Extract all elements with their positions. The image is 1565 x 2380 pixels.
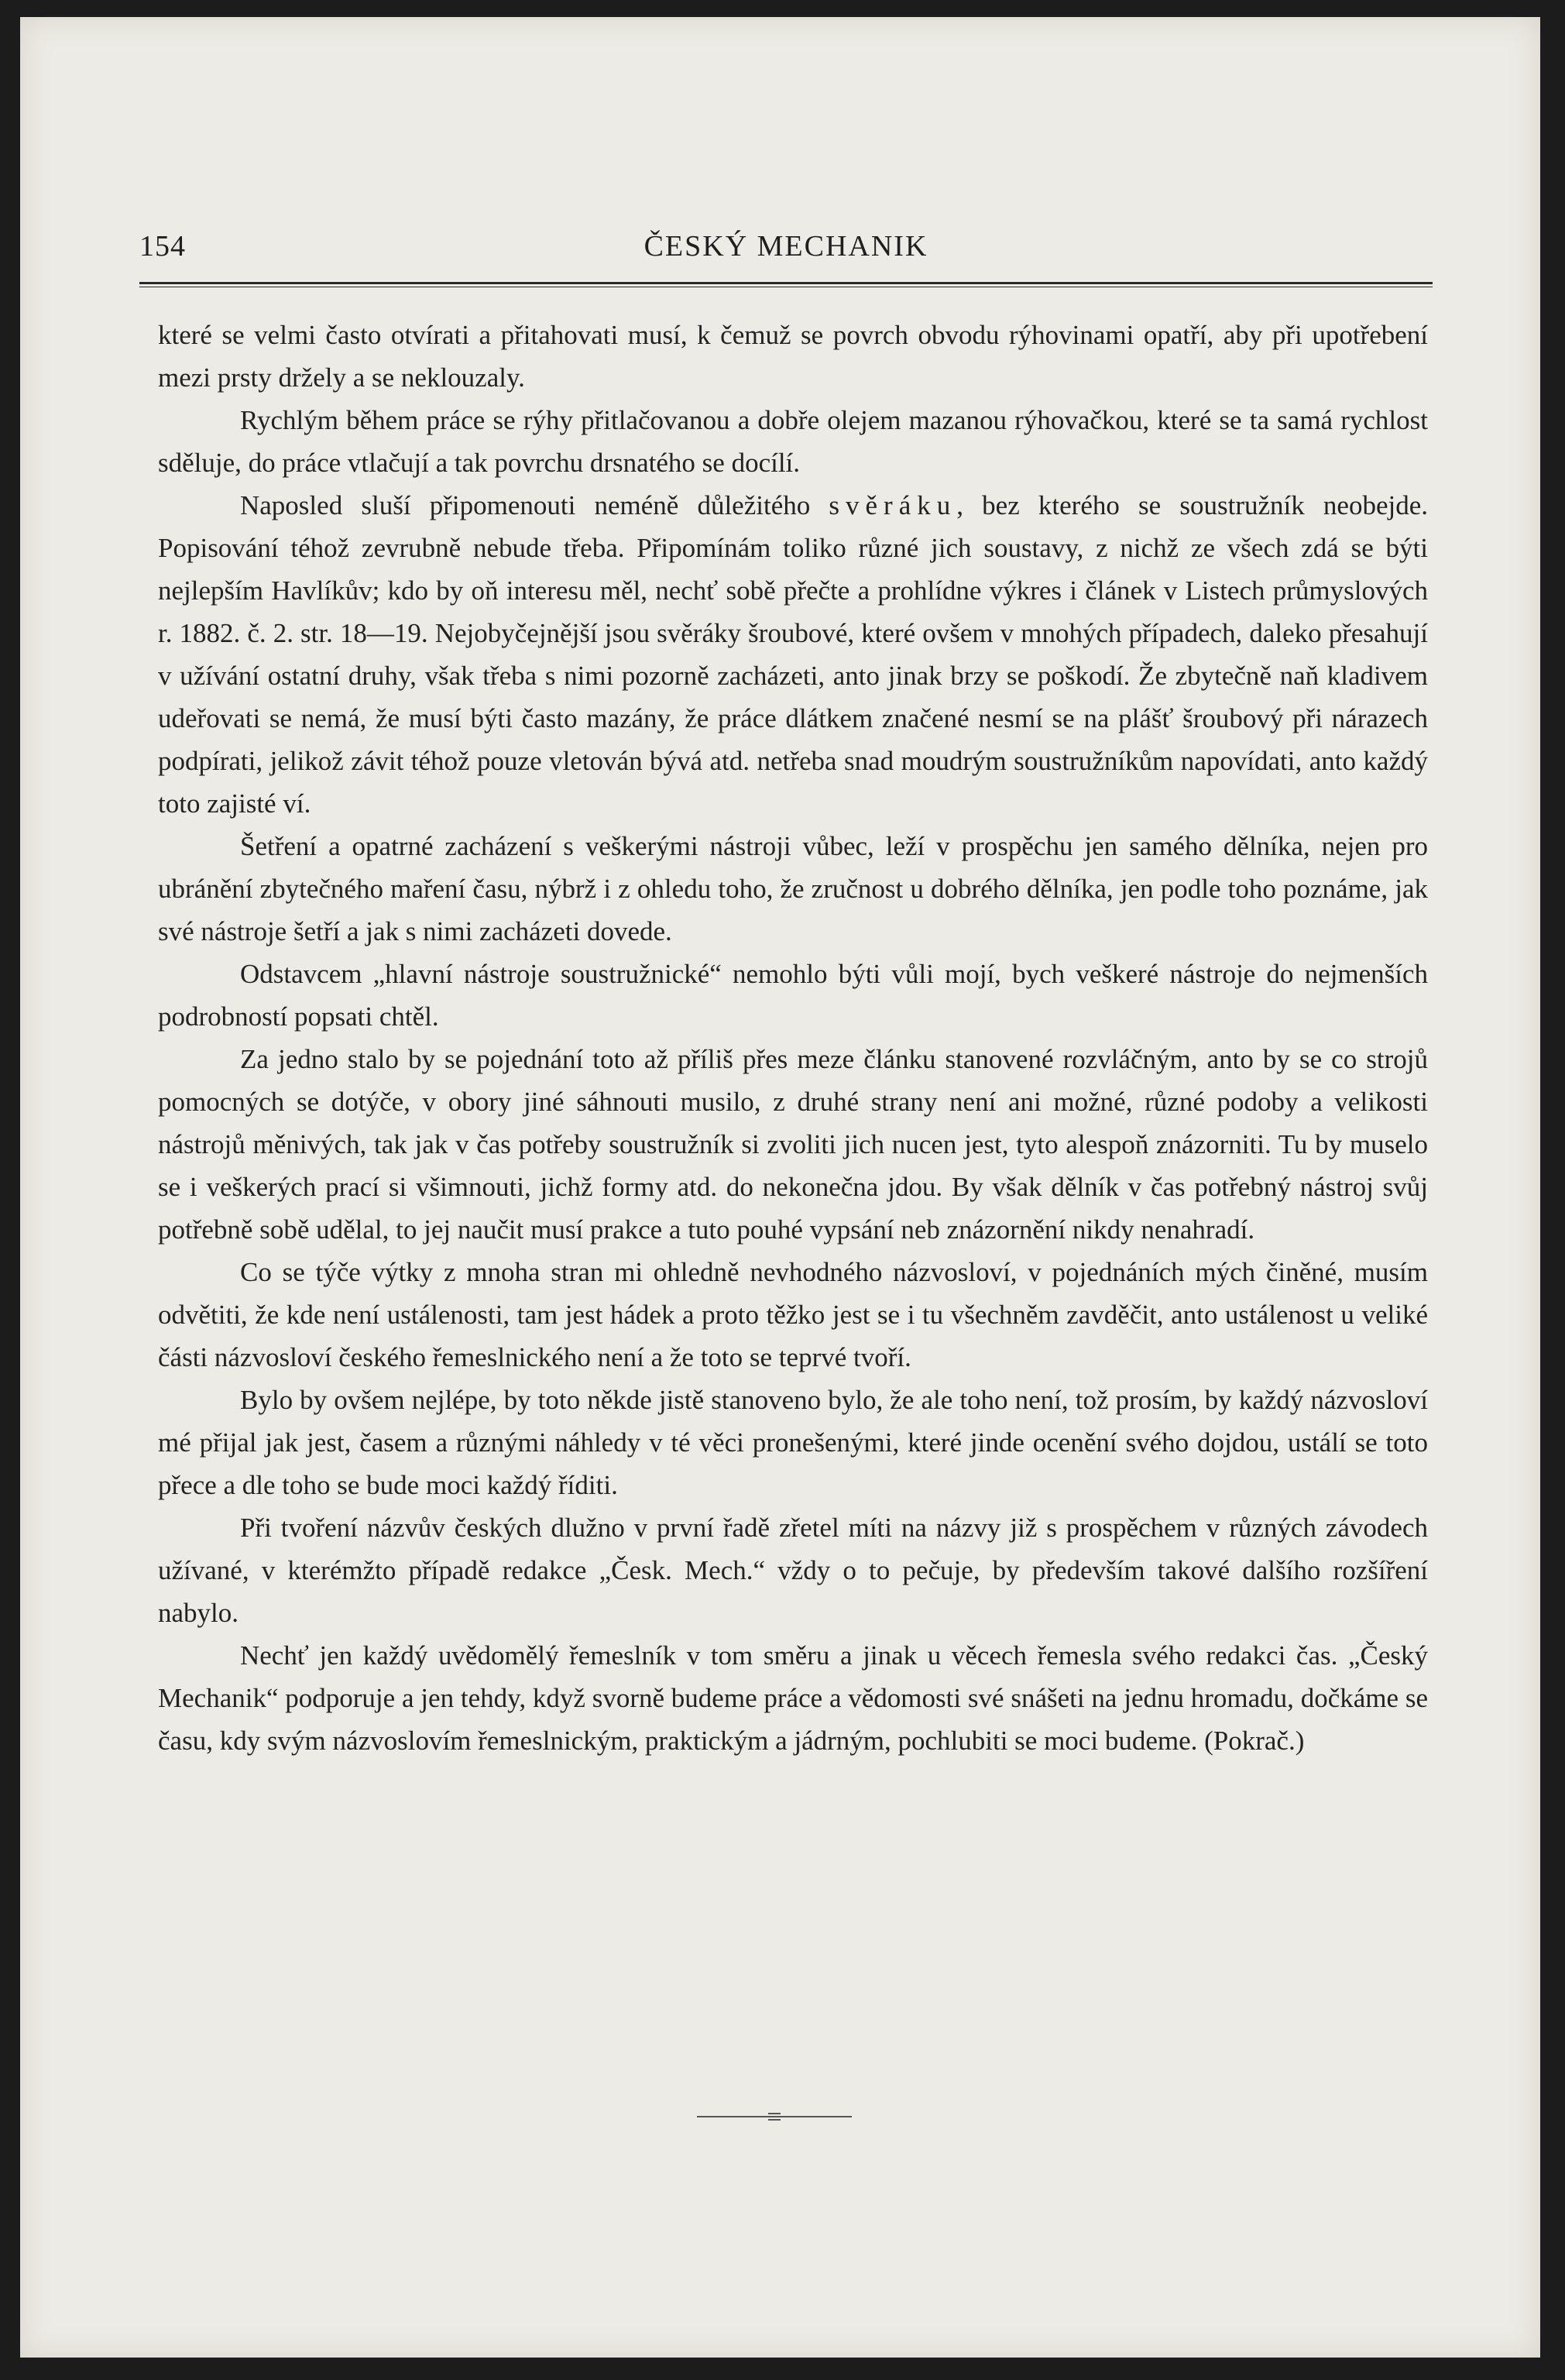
page-header — [139, 229, 1433, 276]
paragraph — [158, 484, 1428, 825]
paragraph: Při tvoření názvův českých dlužno v první řadě zřetel míti na názvy již s prospěchem v různých závodech užívané, v kterémžto případě redakce „Česk. Mech.“ vždy o to pečuje, by především takové dalšího rozšíření nabylo. — [158, 1513, 1428, 1628]
paragraph-text: Naposled sluší připomenouti neméně důležitého — [240, 490, 829, 520]
paragraph: Za jedno stalo by se pojednání toto až příliš přes meze článku stanovené rozvláčným, anto by se co strojů pomocných se dotýče, v obory jiné sáhnouti musilo, z druhé strany není ani možné, různé podoby a velikosti nástrojů měnivých, tak jak v čas potřeby soustružník si zvoliti jich nucen jest, tyto alespoň znázorniti. Tu by muselo se i veškerých prací si všimnouti, jichž formy atd. do nekonečna jdou. By však dělník v čas potřebný nástroj svůj potřebně sobě udělal, to jej naučit musí prakce a tuto pouhé vypsání neb znázornění nikdy nenahradí. — [158, 1044, 1428, 1245]
end-ornament — [697, 2113, 852, 2121]
paragraph: které se velmi často otvírati a přitahovati musí, k čemuž se povrch obvodu rýhovinami opatří, aby při upotřebení mezi prsty držely a se neklouzaly. — [158, 320, 1428, 393]
paragraph: Šetření a opatrné zacházení s veškerými nástroji vůbec, leží v prospěchu jen samého dělníka, nejen pro ubránění zbytečného maření času, nýbrž i z ohledu toho, že zručnost u dobrého dělníka, jen podle toho poznáme, jak své nástroje šetří a jak s nimi zacházeti dovede. — [158, 831, 1428, 946]
emphasized-term: svěráku — [829, 490, 957, 520]
header-rule — [139, 282, 1433, 284]
paragraph: Odstavcem „hlavní nástroje soustružnické“ nemohlo býti vůli mojí, bych veškeré nástroje do nejmenších podrobností popsati chtěl. — [158, 959, 1428, 1032]
article-body — [158, 314, 1428, 1762]
page-number: 154 — [139, 230, 186, 263]
ornament-center — [768, 2113, 781, 2121]
running-head: ČESKÝ MECHANIK — [644, 230, 928, 263]
paragraph: Nechť jen každý uvědomělý řemeslník v tom směru a jinak u věcech řemesla svého redakci čas. „Český Mechanik“ podporuje a jen tehdy, když svorně budeme práce a vědomosti své snášeti na jednu hromadu, dočkáme se času, kdy svým názvoslovím řemeslnickým, praktickým a jádrným, pochlubiti se moci budeme. (Pokrač.) — [158, 1640, 1428, 1756]
paragraph: Rychlým během práce se rýhy přitlačovanou a dobře olejem mazanou rýhovačkou, které se ta samá rychlost sděluje, do práce vtlačují a tak povrchu drsnatého se docílí. — [158, 405, 1428, 478]
paragraph-text: , bez kterého se soustružník neobejde. Popisování téhož zevrubně nebude třeba. Připomínám toliko různé jich soustavy, z nichž ze všech zdá se býti nejlepším Havlíkův; kdo by oň interesu měl, nechť sobě přečte a prohlídne výkres i článek v Listech průmyslových r. 1882. č. 2. str. 18—19. Nejobyčejnější jsou svěráky šroubové, které ovšem v mnohých případech, daleko přesahují v užívání ostatní druhy, však třeba s nimi pozorně zacházeti, anto jinak brzy se poškodí. Že zbytečně naň kladivem udeřovati se nemá, že musí býti často mazány, že práce dlátkem značené nesmí se na plášť šroubový při nárazech podpírati, jelikož závit téhož pouze vletován bývá atd. netřeba snad moudrým soustružníkům napovídati, anto každý toto zajisté ví. — [158, 490, 1428, 819]
paragraph: Bylo by ovšem nejlépe, by toto někde jistě stanoveno bylo, že ale toho není, tož prosím, by každý názvosloví mé přijal jak jest, časem a různými náhledy v té věci pronešenými, které jinde ocenění svého dojdou, ustálí se toto přece a dle toho se bude moci každý říditi. — [158, 1385, 1428, 1500]
paragraph: Co se týče výtky z mnoha stran mi ohledně nevhodného názvosloví, v pojednáních mých činěné, musím odvětiti, že kde není ustálenosti, tam jest hádek a proto těžko jest se i tu všechněm zavděčit, anto ustálenost u veliké části názvosloví českého řemeslnického není a že toto se teprvé tvoří. — [158, 1257, 1428, 1372]
